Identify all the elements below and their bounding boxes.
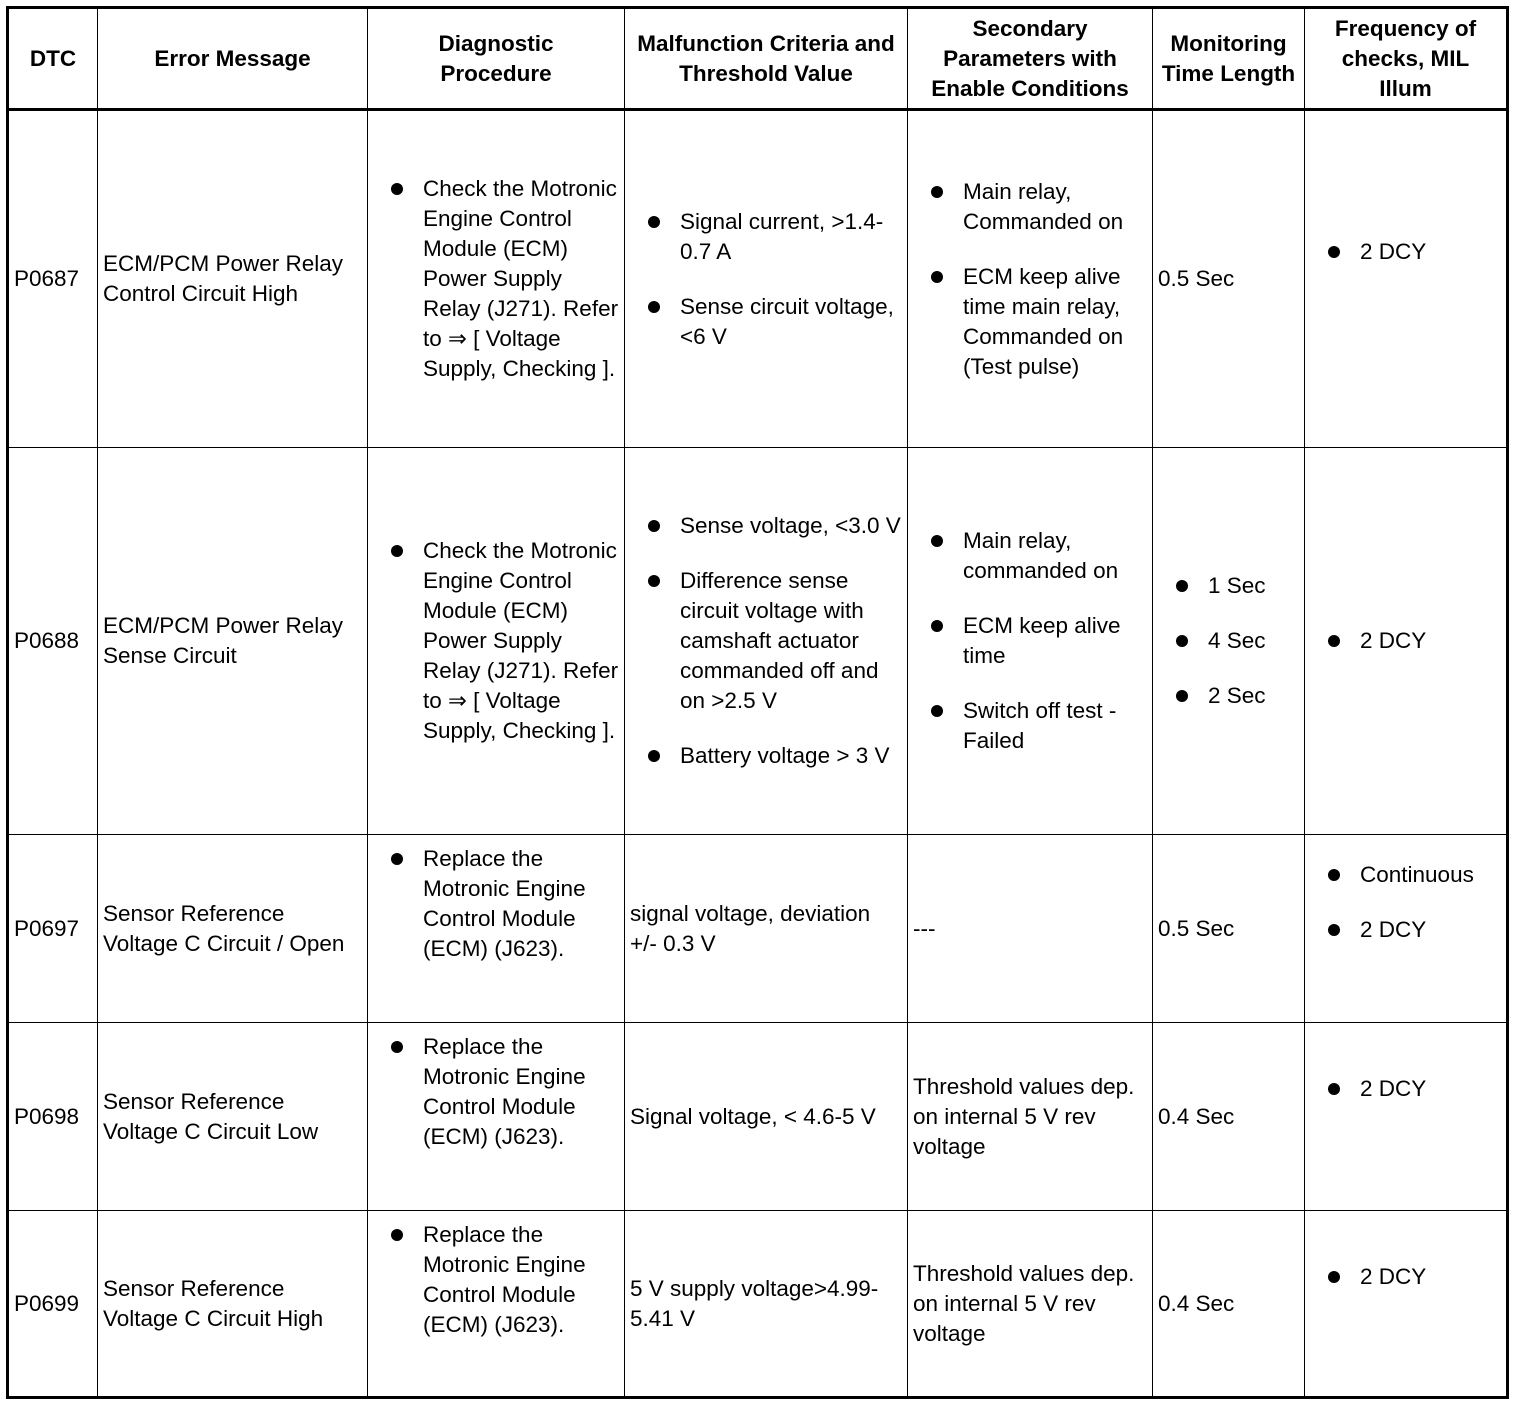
monitoring-time [1153, 448, 1305, 835]
list-item: Signal current, >1.4-0.7 A [630, 207, 902, 267]
list-item: Check the Motronic Engine Control Module (ECM) Power Supply Relay (J271). Refer to ⇒ [ Voltage Supply, Checking ]. [373, 536, 619, 746]
header-malfunction-criteria: Malfunction Criteria and Threshold Value [625, 8, 908, 110]
malfunction-criteria: Signal voltage, < 4.6-5 V [625, 1023, 908, 1211]
header-dtc: DTC [8, 8, 98, 110]
table-row [8, 448, 1508, 835]
bullet-icon [391, 545, 403, 557]
error-message: Sensor Reference Voltage C Circuit / Open [98, 835, 368, 1023]
list-item: Battery voltage > 3 V [630, 741, 905, 771]
bullet-icon [648, 301, 660, 313]
diagnostic-procedure [368, 448, 625, 835]
list-item: Main relay, Commanded on [913, 177, 1147, 237]
list-item: Switch off test - Failed [913, 696, 1147, 756]
header-frequency: Frequency of checks, MIL Illum [1305, 8, 1508, 110]
list-item: 2 DCY [1310, 915, 1501, 945]
dtc-code: P0698 [8, 1023, 98, 1211]
error-message: ECM/PCM Power Relay Control Circuit High [98, 110, 368, 448]
bullet-icon [1328, 1271, 1340, 1283]
malfunction-criteria [625, 448, 908, 835]
bullet-icon [391, 183, 403, 195]
secondary-parameters: --- [908, 835, 1153, 1023]
list-item: Replace the Motronic Engine Control Module (ECM) (J623). [373, 1032, 619, 1152]
bullet-icon [1328, 869, 1340, 881]
malfunction-criteria: signal voltage, deviation +/- 0.3 V [625, 835, 908, 1023]
secondary-parameters [908, 110, 1153, 448]
error-message: Sensor Reference Voltage C Circuit High [98, 1211, 368, 1398]
monitoring-time: 0.5 Sec [1153, 835, 1305, 1023]
list-item: Difference sense circuit voltage with camshaft actuator commanded off and on >2.5 V [630, 566, 905, 716]
dtc-code: P0699 [8, 1211, 98, 1398]
dtc-table [6, 6, 1509, 1399]
list-item: 2 DCY [1310, 1074, 1501, 1104]
header-row [8, 8, 1508, 110]
monitoring-time: 0.4 Sec [1153, 1211, 1305, 1398]
bullet-icon [1328, 1083, 1340, 1095]
bullet-icon [1328, 246, 1340, 258]
monitoring-time: 0.5 Sec [1153, 110, 1305, 448]
secondary-parameters: Threshold values dep. on internal 5 V rev voltage [908, 1023, 1153, 1211]
bullet-icon [648, 750, 660, 762]
bullet-icon [931, 271, 943, 283]
bullet-icon [931, 705, 943, 717]
list-item: Sense circuit voltage, <6 V [630, 292, 902, 352]
bullet-icon [391, 853, 403, 865]
list-item: Check the Motronic Engine Control Module (ECM) Power Supply Relay (J271). Refer to ⇒ [ Voltage Supply, Checking ]. [373, 174, 619, 384]
bullet-icon [931, 186, 943, 198]
list-item: ECM keep alive time main relay, Commanded on (Test pulse) [913, 262, 1147, 382]
list-item: Continuous [1310, 860, 1501, 890]
bullet-icon [648, 216, 660, 228]
frequency [1305, 1211, 1508, 1398]
header-secondary-parameters: Secondary Parameters with Enable Conditions [908, 8, 1153, 110]
bullet-icon [1328, 924, 1340, 936]
monitoring-time: 0.4 Sec [1153, 1023, 1305, 1211]
frequency [1305, 1023, 1508, 1211]
header-diagnostic-procedure: Diagnostic Procedure [368, 8, 625, 110]
bullet-icon [391, 1229, 403, 1241]
list-item: 2 DCY [1310, 626, 1501, 656]
list-item: 2 Sec [1158, 681, 1299, 711]
frequency [1305, 110, 1508, 448]
list-item: Replace the Motronic Engine Control Module (ECM) (J623). [373, 844, 619, 964]
bullet-icon [391, 1041, 403, 1053]
diagnostic-procedure [368, 1211, 625, 1398]
list-item: Sense voltage, <3.0 V [630, 511, 905, 541]
header-error-message: Error Message [98, 8, 368, 110]
list-item: Main relay, commanded on [913, 526, 1147, 586]
bullet-icon [931, 620, 943, 632]
bullet-icon [1176, 690, 1188, 702]
dtc-code: P0687 [8, 110, 98, 448]
list-item: 2 DCY [1310, 237, 1501, 267]
frequency [1305, 835, 1508, 1023]
malfunction-criteria [625, 110, 908, 448]
list-item: 2 DCY [1310, 1262, 1501, 1292]
diagnostic-procedure [368, 1023, 625, 1211]
bullet-icon [1176, 635, 1188, 647]
list-item: Replace the Motronic Engine Control Module (ECM) (J623). [373, 1220, 619, 1340]
bullet-icon [648, 520, 660, 532]
list-item: ECM keep alive time [913, 611, 1147, 671]
dtc-code: P0697 [8, 835, 98, 1023]
frequency [1305, 448, 1508, 835]
bullet-icon [648, 575, 660, 587]
bullet-icon [1176, 580, 1188, 592]
diagnostic-procedure [368, 110, 625, 448]
secondary-parameters: Threshold values dep. on internal 5 V rev voltage [908, 1211, 1153, 1398]
table-row [8, 1211, 1508, 1398]
table-row [8, 110, 1508, 448]
secondary-parameters [908, 448, 1153, 835]
list-item: 1 Sec [1158, 571, 1299, 601]
table-row [8, 835, 1508, 1023]
error-message: ECM/PCM Power Relay Sense Circuit [98, 448, 368, 835]
malfunction-criteria: 5 V supply voltage>4.99-5.41 V [625, 1211, 908, 1398]
bullet-icon [1328, 635, 1340, 647]
list-item: 4 Sec [1158, 626, 1299, 656]
header-monitoring-time: Monitoring Time Length [1153, 8, 1305, 110]
diagnostic-procedure [368, 835, 625, 1023]
table-row [8, 1023, 1508, 1211]
dtc-code: P0688 [8, 448, 98, 835]
bullet-icon [931, 535, 943, 547]
error-message: Sensor Reference Voltage C Circuit Low [98, 1023, 368, 1211]
